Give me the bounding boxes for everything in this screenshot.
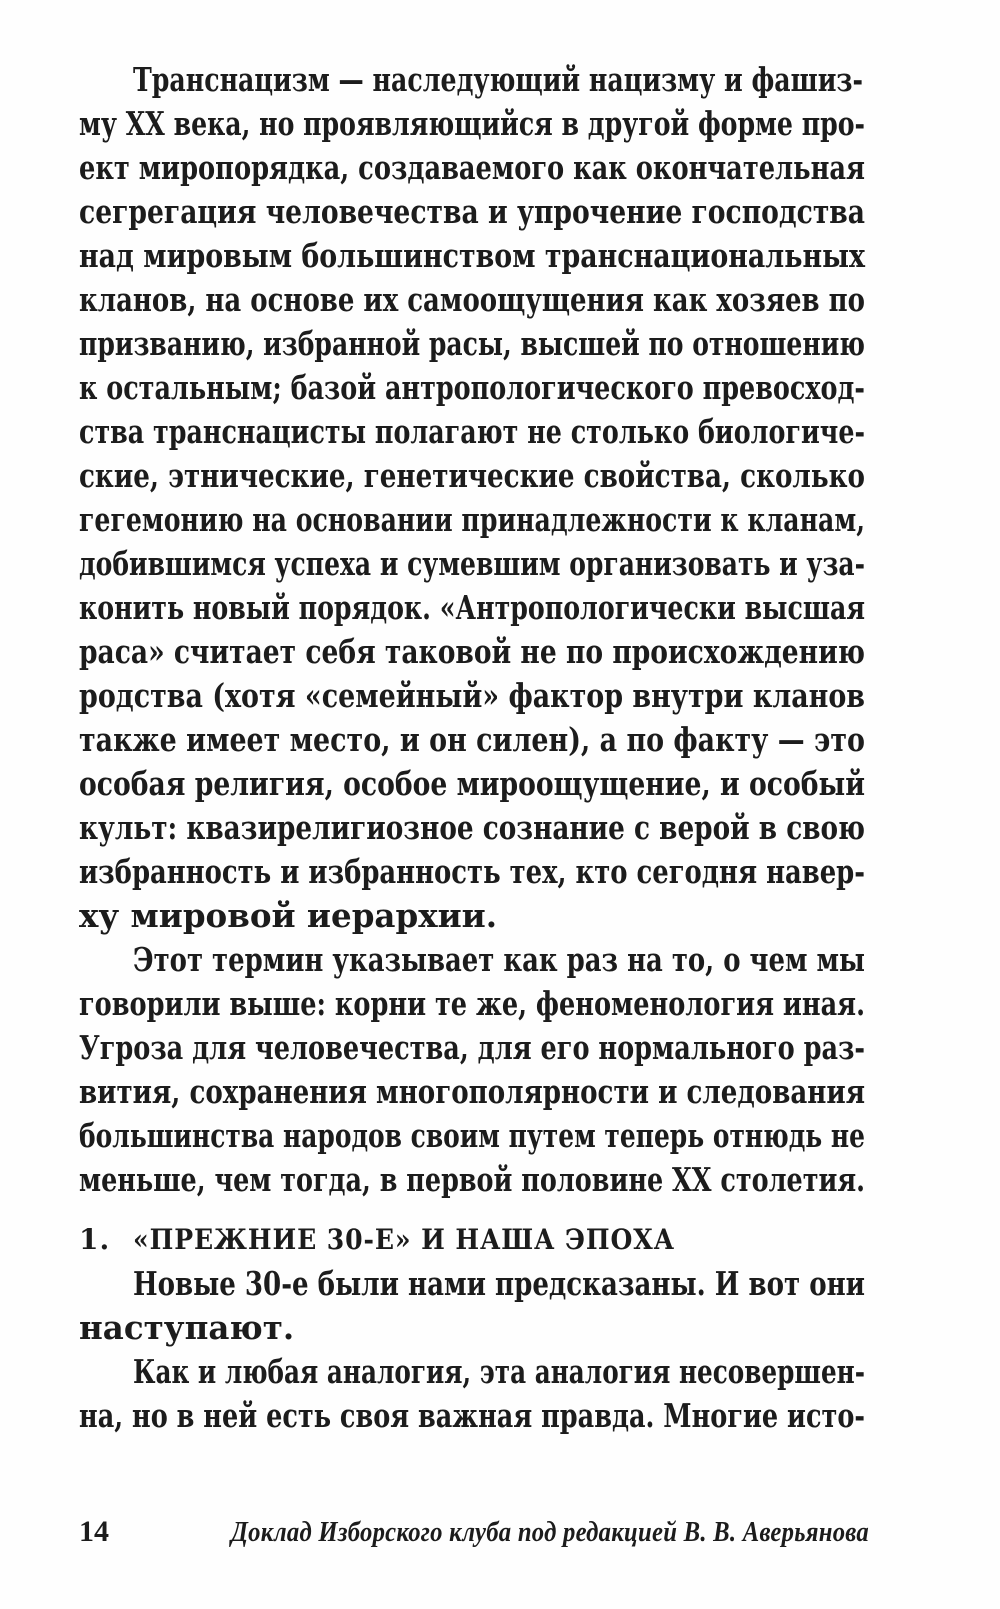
text-line-content: большинства народов своим путем теперь отнюдь не bbox=[79, 1116, 865, 1155]
text-line-content: на, но в ней есть своя важная правда. Многие исто- bbox=[79, 1396, 865, 1435]
text-line-content: избранность и избранность тех, кто сегодня навер- bbox=[79, 852, 865, 891]
page-number: 14 bbox=[79, 1515, 109, 1548]
text-line bbox=[0, 982, 1000, 1026]
text-line-content: говорили выше: корни те же, феноменология иная. bbox=[79, 984, 865, 1023]
text-line bbox=[0, 850, 1000, 894]
text-line-content: Этот термин указывает как раз на то, о чем мы bbox=[133, 940, 865, 979]
text-line-content: му XX века, но проявляющийся в другой форме про- bbox=[79, 104, 865, 143]
text-line bbox=[0, 1158, 1000, 1202]
text-line bbox=[0, 146, 1000, 190]
section-number: 1. bbox=[79, 1223, 111, 1256]
text-line-content: сегрегация человечества и упрочение господства bbox=[79, 192, 865, 231]
page-footer bbox=[0, 1508, 1000, 1556]
text-line-content: добившимся успеха и сумевшим организовать и уза- bbox=[79, 544, 865, 583]
text-line bbox=[0, 542, 1000, 586]
section-heading bbox=[0, 1218, 1000, 1262]
text-line-content: ские, этнические, генетические свойства, сколько bbox=[79, 456, 865, 495]
text-line bbox=[0, 58, 1000, 102]
text-line bbox=[0, 586, 1000, 630]
text-line bbox=[0, 894, 1000, 938]
running-title: Доклад Изборского клуба под редакцией В. В. Аверьянова bbox=[231, 1516, 869, 1548]
text-line bbox=[0, 806, 1000, 850]
text-line bbox=[0, 1306, 1000, 1350]
text-line-content: Транснацизм — наследующий нацизму и фашиз- bbox=[133, 60, 863, 99]
text-line bbox=[0, 322, 1000, 366]
text-line-content: ект миропорядка, создаваемого как окончательная bbox=[79, 148, 865, 187]
text-line bbox=[0, 1394, 1000, 1438]
text-line-content: Новые 30-е были нами предсказаны. И вот они bbox=[133, 1264, 865, 1303]
text-line-content: родства (хотя «семейный» фактор внутри кланов bbox=[79, 676, 865, 715]
text-line bbox=[0, 1114, 1000, 1158]
text-line-content: особая религия, особое мироощущение, и особый bbox=[79, 764, 865, 803]
text-line-content: вития, сохранения многополярности и следования bbox=[79, 1072, 865, 1111]
text-line bbox=[0, 718, 1000, 762]
text-line bbox=[0, 938, 1000, 982]
text-line-content: также имеет место, и он силен), а по факту — это bbox=[79, 720, 865, 759]
text-line-content: к остальным; базой антропологического превосход- bbox=[79, 368, 865, 407]
text-line-content: меньше, чем тогда, в первой половине XX столетия. bbox=[79, 1160, 865, 1199]
text-line-content: культ: квазирелигиозное сознание с верой в свою bbox=[79, 808, 865, 847]
text-line bbox=[0, 630, 1000, 674]
text-line bbox=[0, 454, 1000, 498]
text-line-content: призванию, избранной расы, высшей по отношению bbox=[79, 324, 865, 363]
text-line-content: конить новый порядок. «Антропологически высшая bbox=[79, 588, 865, 627]
text-line-content: ху мировой иерархии. bbox=[79, 896, 498, 935]
text-line bbox=[0, 674, 1000, 718]
text-line bbox=[0, 1350, 1000, 1394]
text-line-content: кланов, на основе их самоощущения как хозяев по bbox=[79, 280, 865, 319]
text-line-content: наступают. bbox=[79, 1308, 295, 1347]
text-line-content: Как и любая аналогия, эта аналогия несовершен- bbox=[133, 1352, 865, 1391]
text-line bbox=[0, 498, 1000, 542]
text-line bbox=[0, 190, 1000, 234]
text-line-content: гегемонию на основании принадлежности к кланам, bbox=[79, 500, 865, 539]
text-line bbox=[0, 366, 1000, 410]
section-title: «ПРЕЖНИЕ 30-Е» И НАША ЭПОХА bbox=[133, 1223, 675, 1256]
text-line-content: ства транснацисты полагают не столько биологиче- bbox=[79, 412, 865, 451]
text-line bbox=[0, 278, 1000, 322]
text-line bbox=[0, 1026, 1000, 1070]
text-line-content: над мировым большинством транснациональных bbox=[79, 236, 865, 275]
text-line bbox=[0, 410, 1000, 454]
text-line-content: Угроза для человечества, для его нормального раз- bbox=[79, 1028, 865, 1067]
text-line-content: раса» считает себя таковой не по происхождению bbox=[79, 632, 865, 671]
text-line bbox=[0, 1262, 1000, 1306]
text-line bbox=[0, 102, 1000, 146]
text-line bbox=[0, 762, 1000, 806]
text-line bbox=[0, 234, 1000, 278]
text-line bbox=[0, 1070, 1000, 1114]
